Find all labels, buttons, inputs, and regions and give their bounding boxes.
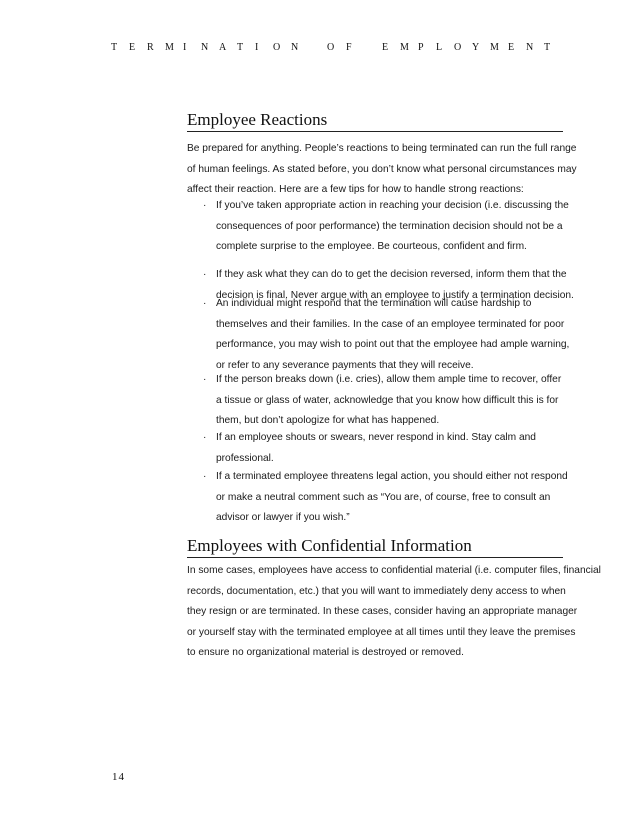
bullet-line: decision is final. Never argue with an employee to justify a termination decision. bbox=[216, 289, 574, 301]
header-letter: L bbox=[436, 42, 443, 53]
section-title-employee-reactions: Employee Reactions bbox=[187, 110, 328, 129]
bullet-item bbox=[203, 370, 568, 432]
bullet-line: If you’ve taken appropriate action in reaching your decision (i.e. discussing the bbox=[216, 200, 569, 211]
confidential-paragraph bbox=[187, 561, 601, 664]
bullet-line: If the person breaks down (i.e. cries), allow them ample time to recover, offer bbox=[216, 374, 562, 385]
bullet-mark: · bbox=[203, 432, 207, 443]
header-letter: M bbox=[400, 42, 409, 53]
bullet-mark: · bbox=[203, 200, 207, 211]
bullet-line: professional. bbox=[216, 452, 274, 464]
header-letter: I bbox=[255, 42, 259, 53]
header-letter: M bbox=[165, 42, 174, 53]
bullet-line: complete surprise to the employee. Be courteous, confident and firm. bbox=[216, 241, 527, 252]
paragraph-line: they resign or are terminated. In these cases, consider having an appropriate manager bbox=[187, 606, 578, 617]
bullet-item bbox=[203, 294, 568, 376]
running-header bbox=[0, 42, 638, 58]
bullet-mark: · bbox=[203, 269, 207, 280]
header-letter: O bbox=[273, 42, 281, 53]
bullet-line: or make a neutral comment such as “You are, of course, free to consult an bbox=[216, 491, 551, 503]
header-letter: O bbox=[327, 42, 335, 53]
header-letter: A bbox=[219, 42, 227, 53]
paragraph-line: In some cases, employees have access to confidential material (i.e. computer files, financial bbox=[187, 565, 601, 576]
header-letter: R bbox=[147, 42, 154, 53]
header-letter: T bbox=[111, 42, 118, 53]
header-letter: T bbox=[237, 42, 244, 53]
paragraph-line: affect their reaction. Here are a few tips for how to handle strong reactions: bbox=[187, 184, 524, 195]
header-letter: Y bbox=[472, 42, 480, 53]
header-letter: E bbox=[129, 42, 136, 53]
header-letter: N bbox=[201, 42, 209, 53]
paragraph-line: records, documentation, etc.) that you will want to immediately deny access to when bbox=[187, 585, 566, 597]
header-letter: E bbox=[508, 42, 515, 53]
paragraph-line: to ensure no organizational material is destroyed or removed. bbox=[187, 647, 464, 658]
section-rule bbox=[187, 557, 563, 558]
bullet-line: An individual might respond that the termination will cause hardship to bbox=[216, 298, 532, 309]
bullet-line: themselves and their families. In the case of an employee terminated for poor bbox=[216, 318, 565, 330]
bullet-mark: · bbox=[203, 471, 207, 482]
bullet-line: them, but don’t apologize for what has happened. bbox=[216, 415, 440, 426]
bullet-line: or refer to any severance payments that they will receive. bbox=[216, 359, 474, 371]
bullet-mark: · bbox=[203, 298, 207, 309]
bullet-mark: · bbox=[203, 374, 207, 385]
bullet-line: consequences of poor performance) the termination decision should not be a bbox=[216, 220, 563, 232]
header-letter: N bbox=[291, 42, 299, 53]
header-letter: I bbox=[183, 42, 187, 53]
header-letter: E bbox=[382, 42, 389, 53]
header-letter: O bbox=[454, 42, 462, 53]
page-number: 14 bbox=[112, 771, 125, 783]
bullet-line: If a terminated employee threatens legal action, you should either not respond bbox=[216, 471, 568, 482]
section-rule bbox=[187, 131, 563, 132]
header-letter: N bbox=[526, 42, 534, 53]
paragraph-line: Be prepared for anything. People’s reactions to being terminated can run the full range bbox=[187, 143, 577, 154]
bullet-line: a tissue or glass of water, acknowledge that you know how difficult this is for bbox=[216, 394, 559, 406]
bullet-item bbox=[203, 428, 568, 469]
bullet-item bbox=[203, 467, 568, 529]
bullet-line: If an employee shouts or swears, never respond in kind. Stay calm and bbox=[216, 432, 536, 443]
paragraph-line: or yourself stay with the terminated employee at all times until they leave the premises bbox=[187, 626, 576, 638]
bullet-item bbox=[203, 196, 568, 258]
bullet-line: If they ask what they can do to get the decision reversed, inform them that the bbox=[216, 269, 567, 280]
header-letter: M bbox=[490, 42, 499, 53]
paragraph-line: of human feelings. As stated before, you don’t know what personal circumstances may bbox=[187, 163, 577, 175]
bullet-line: advisor or lawyer if you wish.” bbox=[216, 512, 350, 523]
header-letter: F bbox=[346, 42, 352, 53]
header-letter: T bbox=[544, 42, 551, 53]
section-title-confidential-information: Employees with Confidential Information bbox=[187, 536, 472, 555]
header-letter: P bbox=[418, 42, 424, 53]
bullet-line: performance, you may wish to point out that the employee had ample warning, bbox=[216, 339, 570, 350]
intro-paragraph bbox=[187, 139, 577, 201]
